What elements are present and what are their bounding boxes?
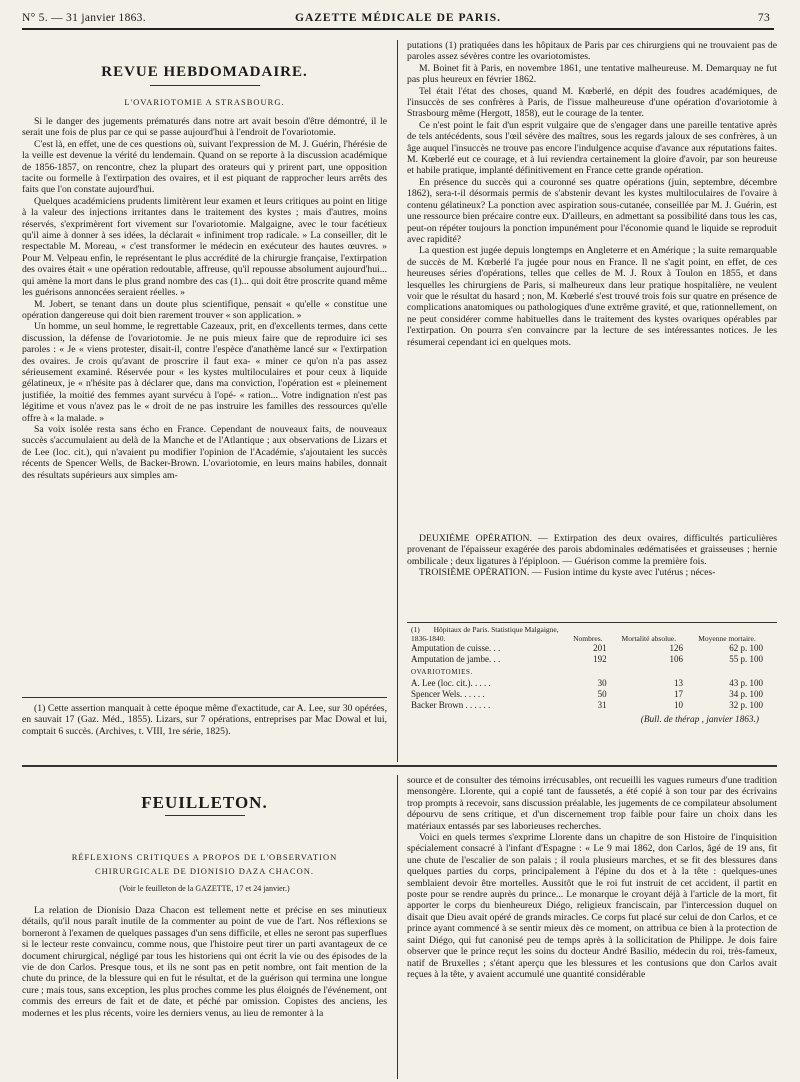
revue-subtitle: L'OVARIOTOMIE A STRASBOURG. <box>124 97 285 107</box>
feuilleton-note: (Voir le feuilleton de la GAZETTE, 17 et 24 janvier.) <box>119 884 290 893</box>
paragraph: M. Jobert, se tenant dans un doute plus scientifique, pensait « qu'elle « constitue une opération dangereuse qui doit bien rarement trouver « son application. » <box>22 298 387 321</box>
paragraph: La question est jugée depuis longtemps en Angleterre et en Amérique ; la suite remarquable de succès de M. Kœberlé l'a jugée pour nous en France. Il ne s'agit point, en effet, de ces heureuses séries d'opérations, telles que celles de M. J. Roux à Toulon en 1855, et dans lesquelles les chirurgiens de Paris, si malheureux dans leur pratique hospitalière, ne veulent voir que le résultat du hasard ; non, M. Kœberlé s'est trouvé trois fois sur quatre en présence de complications anatomiques ou pathologiques d'une extrême gravité, et que, rationnellement, on ne peut considérer comme habituelles dans le traitement des kystes ovariques opérables par l'extirpation. On pourra s'en convaincre par la lecture de ses intéressantes notices. Je les résumerai cependant ici en quelques mots. <box>407 245 777 348</box>
table-cell: 50 <box>597 689 607 699</box>
table-cell: Amputation de cuisse. . . <box>411 643 501 653</box>
page-number: 73 <box>757 12 770 24</box>
footnote: (1) Cette assertion manquait à cette époque même d'exactitude, car A. Lee, sur 30 opérées, en sauvait 17 (Gaz. Méd., 1855). Lizars, sur 7 opérations, entreprises par Mac Dowal et lui, comptait 6 succès. (Archives, t. VIII, 1re série, 1825). <box>22 703 387 737</box>
revue-right-column <box>407 40 777 526</box>
issue-date: N° 5. — 31 janvier 1863. <box>22 12 146 24</box>
table-cell: 43 p. 100 <box>729 678 763 688</box>
feuilleton-right-column <box>407 775 777 1077</box>
revue-title: REVUE HEBDOMADAIRE. <box>101 64 308 80</box>
paragraph: putations (1) pratiquées dans les hôpitaux de Paris par ces chirurgiens qui ne trouvaient pas de paroles assez sévères contre les ovariotomistes. <box>407 40 777 63</box>
table-cell: 10 <box>674 700 684 710</box>
feuilleton-column-divider <box>397 775 398 1079</box>
table-row <box>407 678 767 689</box>
paragraph: Voici en quels termes s'exprime Llorente dans un chapitre de son Histoire de l'inquisition spécialement consacré à l'infant d'Espagne : « Le 9 mai 1862, don Carlos, âgé de 19 ans, fit une chute de l'escalier de son palais ; il roula plusieurs marches, et se fit des blessures dans quelques parties du corps, principalement à l'épine du dos et à la tête : quelques-unes semblaient devoir être mortelles. Aussitôt que le roi fut instruit de cet accident, il partit en poste pour se rendre auprès du prince... Le monarque le croyant déjà à l'article de la mort, fit apporter le corps du bienheureux Diégo, religieux franciscain, par l'intercession duquel on disait que Dieu avait opéré de grands miracles. Ce corps fut placé sur celui de don Carlos, et ce prince ayant commencé à se sentir mieux dès ce moment, on attribua ce bien à la protection de saint Diégo, qui fut canonisé peu de temps après à la sollicitation de Philippe. Je dois faire observer que le prince reçut les soins du docteur André Basilio, médecin du roi, très-fameux, natif de Bruxelles ; s'étant aperçu que les blessures et les contusions que don Carlos avait reçues à la tête, y avaient accumulé une quantité considérable <box>407 832 777 980</box>
feuilleton-subtitle: RÉFLEXIONS CRITIQUES A PROPOS DE L'OBSERVATION CHIRURGICALE DE DIONISIO DAZA CHACON. <box>71 852 338 876</box>
stats-table <box>407 626 767 711</box>
feuilleton-left-column <box>22 905 387 1077</box>
table-row <box>407 689 767 700</box>
table-row <box>407 654 767 665</box>
journal-title: GAZETTE MÉDICALE DE PARIS. <box>295 12 501 24</box>
table-source-header <box>407 626 565 643</box>
table-source-note: (Bull. de thérap , janvier 1863.) <box>640 715 759 725</box>
table-cell: 192 <box>593 654 607 664</box>
table-col-header: Moyenne mortaire. <box>698 633 756 643</box>
footnote-rule <box>22 697 387 698</box>
table-rule <box>407 622 777 623</box>
column-divider <box>397 40 398 762</box>
table-cell: 30 <box>597 678 607 688</box>
operation-paragraph: DEUXIÈME OPÉRATION. — Extirpation des deux ovaires, difficultés particulières provenant de l'épaisseur exagérée des parois abdominales œdématisées et graisseuses ; hernie ombilicale ; deux ligatures à l'épiploon. — Guérison comme la première fois. <box>407 533 777 567</box>
paragraph: source et de consulter des témoins irrécusables, ont recueilli les vagues rumeurs d'une tradition mensongère. Llorente, qui a copié tant de faussetés, a été copié à son tour par des écrivains trop prompts à recevoir, sans discussion préalable, les jugements de ce compilateur absolument dépourvu de sens critique, et d'un discernement trop faible pour faire un choix dans les matériaux entassés par ses laborieuses recherches. <box>407 775 777 832</box>
feuilleton-separator <box>22 765 777 767</box>
table-cell: 126 <box>669 643 684 653</box>
stats-table-block <box>407 626 777 758</box>
feuilleton-title: FEUILLETON. <box>141 793 268 812</box>
table-cell: Amputation de jambe. . . <box>411 654 501 664</box>
table-row <box>407 643 767 654</box>
table-cell: 106 <box>669 654 684 664</box>
table-row <box>407 700 767 711</box>
table-source: Hôpitaux de Paris. Statistique Malgaigne, 1836-1840. <box>411 626 559 643</box>
table-cell: Backer Brown . . . . . . <box>411 700 491 710</box>
feuilleton-title-rule <box>165 815 245 816</box>
paragraph: En présence du succès qui a couronné ses quatre opérations (juin, septembre, décembre 1862), sera-t-il désormais permis de s'abstenir devant les kystes multiloculaires de l'ovaire à contenu gélatineux? La ponction avec aspiration sous-cutanée, conseillée par M. J. Guérin, est une ressource bien précaire contre eux. D'ailleurs, en admettant sa possibilité dans tous les cas, peut-on répéter toujours la ponction impunément pour l'économie quand le liquide se reproduit avec rapidité? <box>407 176 777 245</box>
table-group-row <box>407 665 767 678</box>
paragraph: Un homme, un seul homme, le regrettable Cazeaux, prit, en d'excellents termes, dans cette discussion, la défense de l'ovariotomie. Je ne puis mieux faire que de reproduire ici ses paroles : « Je « viens protester, disait-il, contre l'espèce d'anathème lancé sur « l'extirpation des ovaires. Je crois qu'avant de proscrire il faut exa- « miner ce qu'on n'a pas assez sérieusement examiné. Réservée pour « les kystes multiloculaires et pour ceux à liquide gélatineux, je « n'hésite pas à déclarer que, dans ma conviction, l'opération est « pleinement justifiée, la moitié des femmes ayant survécu à l'opé- « ration... Votre indignation n'est pas légitime et vous n'avez pas le « droit de ne pas instruire les familles des ressources qu'elle offre à « la malade. » <box>22 321 387 424</box>
revue-title-rule <box>150 85 260 86</box>
paragraph: Ce n'est point le fait d'un esprit vulgaire que de s'engager dans une pareille tentative après de tels antécédents, sous l'œil sévère des maîtres, sous les regards jaloux de ses confrères, à un âge auquel l'insuccès ne trouve pas encore l'indulgence acquise d'avance aux réputations faites. M. Kœberlé eut ce courage, et à lui reviendra certainement la gloire d'avoir, par son heureuse et habile pratique, implanté définitivement en France cette grande opération. <box>407 119 777 177</box>
table-group-label: OVARIOTOMIES. <box>411 668 473 676</box>
paragraph: Si le danger des jugements prématurés dans notre art avait besoin d'être démontré, il le serait une fois de plus par ce qui se passe aujourd'hui à l'endroit de l'ovariotomie. <box>22 116 387 139</box>
table-col-header: Mortalité absolue. <box>621 633 677 643</box>
table-cell: 13 <box>674 678 684 688</box>
table-col-header: Nombres. <box>573 633 603 643</box>
table-marker: (1) <box>411 626 420 634</box>
operation-paragraph: TROISIÈME OPÉRATION. — Fusion intime du kyste avec l'utérus ; néces- <box>419 567 716 579</box>
paragraph: Sa voix isolée resta sans écho en France. Cependant de nouveaux faits, de nouveaux succès s'accumulaient au delà de la Manche et de l'Atlantique ; aux observations de Lizars et de Lee (loc. cit.), qui n'avaient pu modifier l'opinion de l'Académie, s'ajoutaient les succès récents de Spencer Wells, de Backer-Brown. L'ovariotomie, en leurs mains habiles, donnait des résultats supérieurs aux simples am- <box>22 423 387 481</box>
revue-left-footnote <box>22 703 387 757</box>
table-header-row <box>407 626 767 643</box>
table-cell: A. Lee (loc. cit.). . . . . <box>411 678 491 688</box>
paragraph: C'est là, en effet, une de ces questions où, suivant l'expression de M. J. Guérin, l'hérésie de la veille est devenue la vérité du lendemain. Quand on se reporte à la discussion académique de 1856-1857, on rencontre, chez la plupart des orateurs qui y prirent part, une opposition tacite ou formelle à l'extirpation des ovaires, et il est piquant de rapprocher leurs arrêts des faits que l'on constate aujourd'hui. <box>22 138 387 196</box>
table-cell: Spencer Wels. . . . . . <box>411 689 485 699</box>
table-cell: 201 <box>593 643 607 653</box>
table-cell: 31 <box>597 700 607 710</box>
paragraph: La relation de Dionisio Daza Chacon est tellement nette et précise en ses minutieux détails, qu'il nous paraît inutile de la commenter au point de vue de l'art. Nos réflexions se borneront à l'examen de quelques passages d'un sens difficile, et elles ne seront pas superflues si le lecteur reste convaincu, comme nous, que l'histoire peut tirer un parti avantageux de ce document chirurgical, négligé par tous les historiens qui ont écrit la vie ou des épisodes de la vie de don Carlos. Presque tous, et ils ne sont pas en petit nombre, ont fait mention de la chute du prince, de la blessure qui en fut le résultat, et de la guérison qui termina une longue cure ; mais tous, sans exception, les plus proches comme les plus éloignés de l'événement, ont commis des erreurs de fait et de date, et péché par omission. Copistes des anciens, les modernes et les plus récents, voire les derniers venus, au lieu de remonter à la <box>22 905 387 1019</box>
operations-notes <box>407 533 777 615</box>
paragraph: Tel était l'état des choses, quand M. Kœberlé, en dépit des foudres académiques, de l'insuccès de ses confrères à Paris, de l'issue malheureuse d'une opération d'ovariotomie à Strasbourg même (Hergott, 1858), eut le courage de la tenter. <box>407 85 777 120</box>
table-cell: 34 p. 100 <box>729 689 763 699</box>
table-cell: 62 p. 100 <box>729 643 763 653</box>
revue-left-column <box>22 116 387 690</box>
table-cell: 32 p. 100 <box>729 700 763 710</box>
table-cell: 17 <box>674 689 684 699</box>
page-header <box>22 10 774 30</box>
paragraph: M. Boinet fit à Paris, en novembre 1861, une tentative malheureuse. M. Demarquay ne fut pas plus heureux en février 1862. <box>407 62 777 86</box>
table-cell: 55 p. 100 <box>729 654 763 664</box>
paragraph: Quelques académiciens prudents limitèrent leur examen et leurs critiques au point en litige à la valeur des injections irritantes dans le traitement des kystes ; mais d'autres, moins réservés, s'exprimèrent fort vivement sur l'ovariotomie. Malgaigne, avec le tour facétieux qu'il aime à donner à ses idées, la déclarait « infiniment trop radicale. » La conseiller, dit le respectable M. Moreau, « c'est transformer le médecin en exécuteur des hautes œuvres. » Pour M. Velpeau enfin, le représentant le plus accrédité de la chirurgie française, l'extirpation des ovaires était « une opération redoutable, affreuse, qu'il repousse absolument aujourd'hui... qui amène la mort dans le plus grand nombre des cas (1)... qui doit être proscrite quand même les guérisons annoncées seraient réelles. » <box>22 195 387 299</box>
